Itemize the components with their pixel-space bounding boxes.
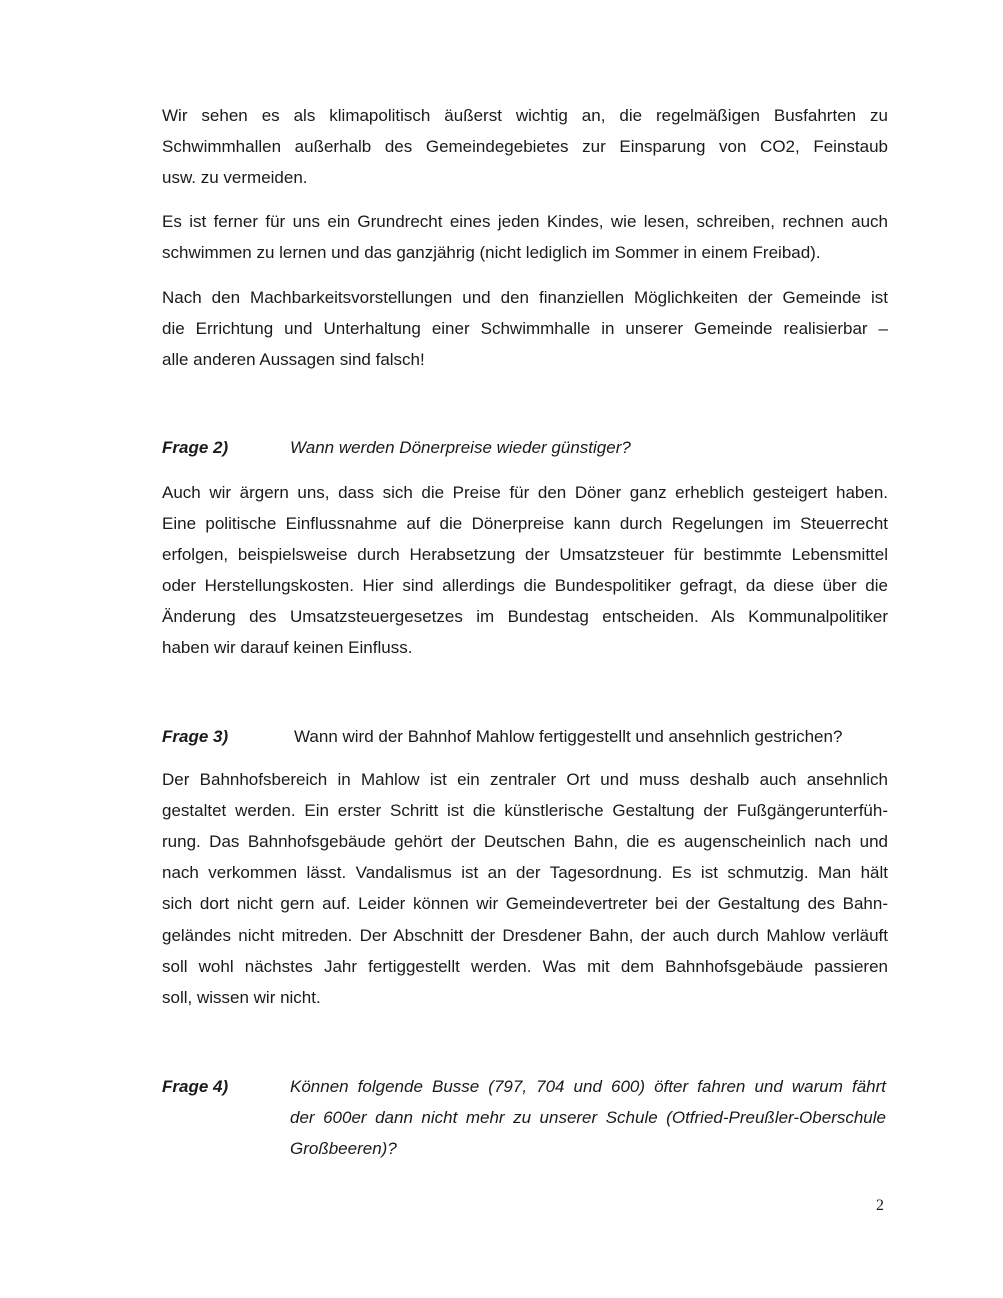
intro-p1-line-2: Schwimmhallen außerhalb des Gemeindegebietes zur Einsparung von CO2, Feinstaub <box>162 137 888 156</box>
frage4-label: Frage 4) <box>162 1077 229 1096</box>
frage3-answer-line-5: sich dort nicht gern auf. Leider können wir Gemeindevertreter bei der Gestaltung des Bahn- <box>162 894 888 913</box>
intro-p3-line-2: die Errichtung und Unterhaltung einer Schwimmhalle in unserer Gemeinde realisierbar – <box>162 319 888 338</box>
frage2-answer-line-2: Eine politische Einflussnahme auf die Dönerpreise kann durch Regelungen im Steuerrecht <box>162 514 888 533</box>
intro-p3-line-3: alle anderen Aussagen sind falsch! <box>162 350 425 369</box>
frage3-answer-line-2: gestaltet werden. Ein erster Schritt ist die künstlerische Gestaltung der Fußgängerunterfüh- <box>162 801 888 820</box>
intro-p2-line-1: Es ist ferner für uns ein Grundrecht eines jeden Kindes, wie lesen, schreiben, rechnen auch <box>162 212 888 231</box>
frage3-question: Wann wird der Bahnhof Mahlow fertiggestellt und ansehnlich gestrichen? <box>294 727 843 746</box>
frage3-answer-line-3: rung. Das Bahnhofsgebäude gehört der Deutschen Bahn, die es augenscheinlich nach und <box>162 832 888 851</box>
frage2-answer-line-1: Auch wir ärgern uns, dass sich die Preise für den Döner ganz erheblich gesteigert haben. <box>162 483 888 502</box>
frage3-answer-line-6: geländes nicht mitreden. Der Abschnitt der Dresdener Bahn, der auch durch Mahlow verläuft <box>162 926 888 945</box>
frage4-question-line-2: der 600er dann nicht mehr zu unserer Schule (Otfried-Preußler-Oberschule <box>290 1108 886 1127</box>
frage3-answer-line-8: soll, wissen wir nicht. <box>162 988 321 1007</box>
frage2-answer-line-3: erfolgen, beispielsweise durch Herabsetzung der Umsatzsteuer für bestimmte Lebensmittel <box>162 545 888 564</box>
intro-p1-line-1: Wir sehen es als klimapolitisch äußerst wichtig an, die regelmäßigen Busfahrten zu <box>162 106 888 125</box>
frage2-answer-line-5: Änderung des Umsatzsteuergesetzes im Bundestag entscheiden. Als Kommunalpolitiker <box>162 607 888 626</box>
frage3-answer-line-4: nach verkommen lässt. Vandalismus ist an der Tagesordnung. Es ist schmutzig. Man hält <box>162 863 888 882</box>
frage3-answer-line-1: Der Bahnhofsbereich in Mahlow ist ein zentraler Ort und muss deshalb auch ansehnlich <box>162 770 888 789</box>
frage2-label: Frage 2) <box>162 438 229 457</box>
frage4-question-line-1: Können folgende Busse (797, 704 und 600) öfter fahren und warum fährt <box>290 1077 886 1096</box>
frage3-answer-line-7: soll wohl nächstes Jahr fertiggestellt werden. Was mit dem Bahnhofsgebäude passieren <box>162 957 888 976</box>
page-number: 2 <box>876 1197 884 1214</box>
intro-p3-line-1: Nach den Machbarkeitsvorstellungen und den finanziellen Möglichkeiten der Gemeinde ist <box>162 288 888 307</box>
intro-p1-line-3: usw. zu vermeiden. <box>162 168 308 187</box>
intro-p2-line-2: schwimmen zu lernen und das ganzjährig (nicht lediglich im Sommer in einem Freibad). <box>162 243 821 262</box>
frage3-label: Frage 3) <box>162 727 229 746</box>
frage4-question-line-3: Großbeeren)? <box>290 1139 397 1158</box>
frage2-question: Wann werden Dönerpreise wieder günstiger? <box>290 438 631 457</box>
frage2-answer-line-6: haben wir darauf keinen Einfluss. <box>162 638 413 657</box>
frage2-answer-line-4: oder Herstellungskosten. Hier sind allerdings die Bundespolitiker gefragt, da diese über die <box>162 576 888 595</box>
